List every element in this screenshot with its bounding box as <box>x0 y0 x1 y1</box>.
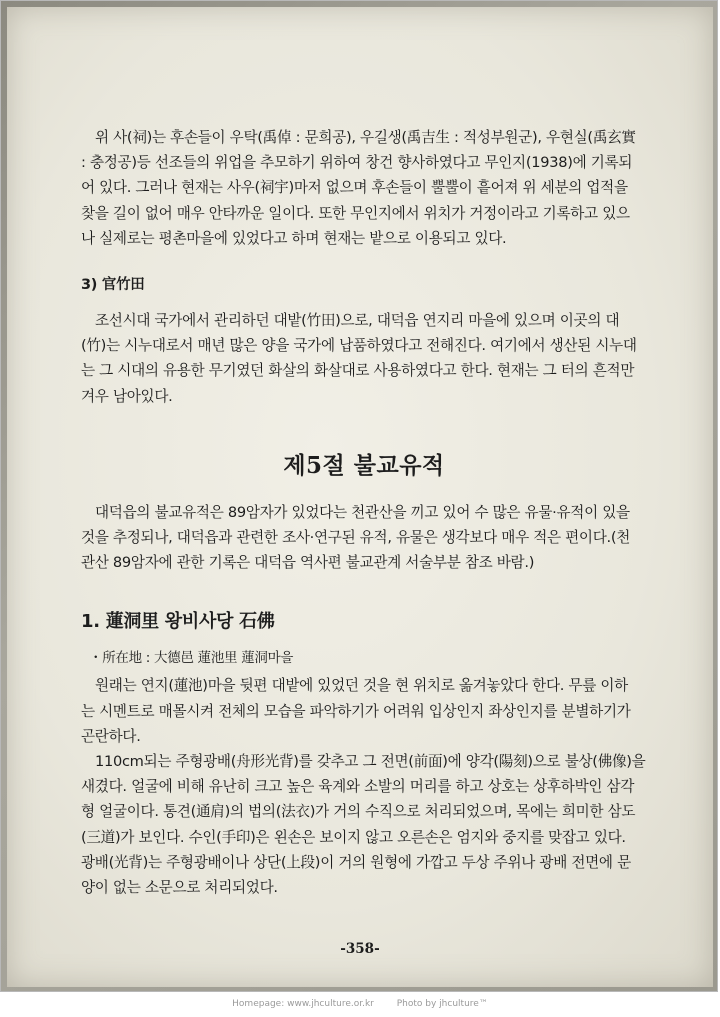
section-heading: 1. 蓮洞里 왕비사당 石佛 <box>81 611 275 633</box>
homepage-link[interactable]: Homepage: www.jhculture.or.kr <box>232 999 374 1009</box>
text-line: 광배(光背)는 주형광배이나 상단(上段)이 거의 원형에 가깝고 두상 주위나 광배 전면에 문 <box>81 853 631 871</box>
photo-credit: Photo by jhculture™ <box>396 999 488 1009</box>
text-line: 어 있다. 그러나 현재는 사우(祠宇)마저 없으며 후손들이 뿔뿔이 흩어져 위 세분의 업적을 <box>81 179 628 197</box>
text-line: 조선시대 국가에서 관리하던 대밭(竹田)으로, 대덕읍 연지리 마을에 있으며 이곳의 대 <box>95 312 620 330</box>
text-line: (竹)는 시누대로서 매년 많은 양을 국가에 납품하였다고 전해진다. 여기에서 생산된 시누대 <box>81 337 637 355</box>
intro-paragraph <box>81 125 647 251</box>
section-paragraph-b <box>81 749 647 900</box>
text-line: 겨우 남아있다. <box>81 387 173 405</box>
text-line: 는 그 시대의 유용한 무기였던 화살의 화살대로 사용하였다고 한다. 현재는 그 터의 흔적만 <box>81 362 635 380</box>
page-content <box>81 125 647 900</box>
text-line: : 충정공)등 선조들의 위업을 추모하기 위하여 창건 향사하였다고 무인지(1938)에 기록되 <box>81 154 633 172</box>
text-line: (三道)가 보인다. 수인(手印)은 왼손은 보이지 않고 오른손은 엄지와 중지를 맞잡고 있다. <box>81 828 626 846</box>
chapter-title: 제5절 불교유적 <box>283 451 445 479</box>
text-line: 대덕읍의 불교유적은 89암자가 있었다는 천관산을 끼고 있어 수 많은 유물·유적이 있을 <box>95 503 630 521</box>
text-line: 양이 없는 소문으로 처리되었다. <box>81 879 278 897</box>
chapter-paragraph <box>81 500 647 576</box>
footer <box>0 999 720 1013</box>
text-line: 것을 추정되나, 대덕읍과 관련한 조사·연구된 유적, 유물은 생각보다 매우 적은 편이다.(천 <box>81 529 631 547</box>
text-line: 새겼다. 얼굴에 비해 유난히 크고 높은 육계와 소발의 머리를 하고 상호는 상후하박인 삼각 <box>81 778 635 796</box>
book-page <box>7 7 713 987</box>
location-line: ・所在地 : 大德邑 蓮池里 蓮洞마을 <box>89 650 294 667</box>
text-line: 원래는 연지(蓮池)마을 뒷편 대밭에 있었던 것을 현 위치로 옮겨놓았다 한다. 무릎 이하 <box>95 677 628 695</box>
text-line: 곤란하다. <box>81 727 141 745</box>
text-line: 위 사(祠)는 후손들이 우탁(禹倬 : 문희공), 우길생(禹吉生 : 적성부원군), 우현실(禹玄實 <box>95 129 636 146</box>
text-line: 110cm되는 주형광배(舟形光背)를 갖추고 그 전면(前面)에 양각(陽刻)으로 불상(佛像)을 <box>95 753 646 771</box>
text-line: 찾을 길이 없어 매우 안타까운 일이다. 또한 무인지에서 위치가 거정이라고 기록하고 있으 <box>81 204 630 222</box>
text-line: 나 실제로는 평촌마을에 있었다고 하며 현재는 밭으로 이용되고 있다. <box>81 229 507 247</box>
text-line: 형 얼굴이다. 통견(通肩)의 법의(法衣)가 거의 수직으로 처리되었으며, 목에는 희미한 삼도 <box>81 803 636 821</box>
section-paragraph-a <box>81 673 647 749</box>
subsection-heading: 3) 官竹田 <box>81 277 145 294</box>
text-line: 관산 89암자에 관한 기록은 대덕읍 역사편 불교관계 서술부분 참조 바람.) <box>81 554 535 572</box>
subsection-paragraph <box>81 308 647 409</box>
page-number: -358- <box>340 941 380 957</box>
text-line: 는 시멘트로 매몰시켜 전체의 모습을 파악하기가 어려워 입상인지 좌상인지를 분별하기가 <box>81 702 631 720</box>
